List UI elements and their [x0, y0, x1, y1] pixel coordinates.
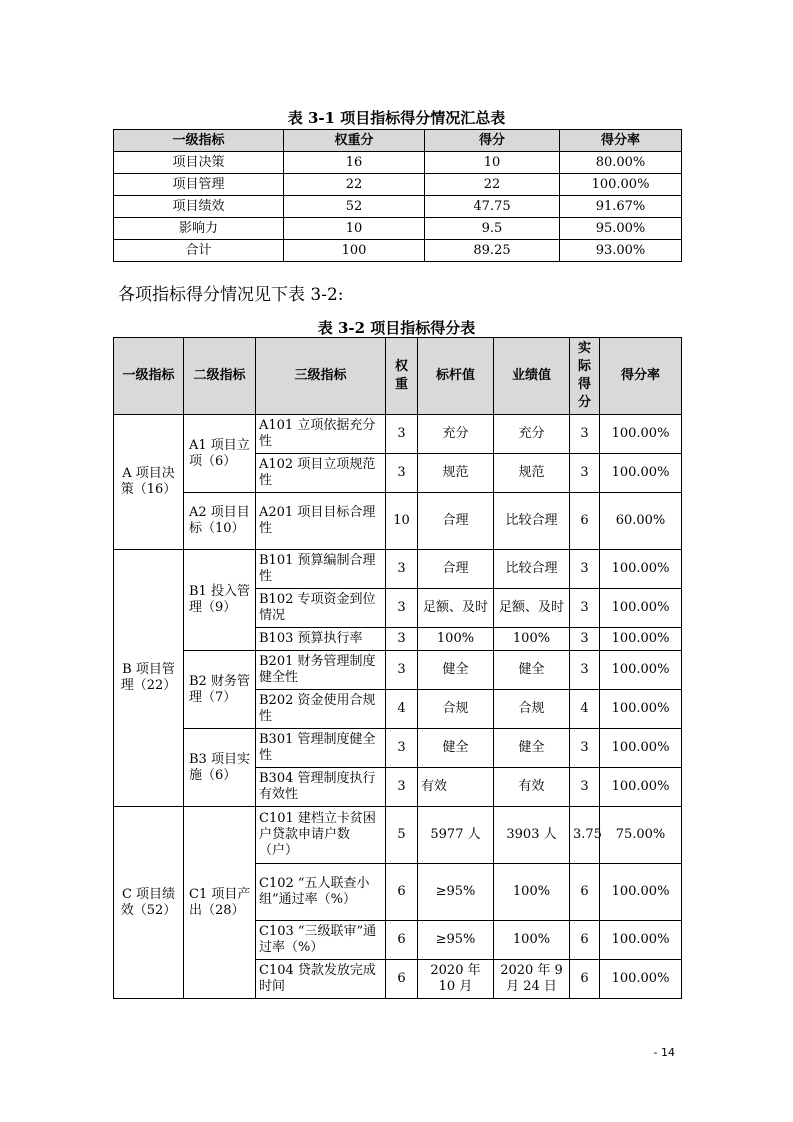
level3-cell: B202 资金使用合规性	[256, 690, 386, 729]
weight-cell: 3	[386, 454, 418, 493]
weight-cell: 3	[386, 415, 418, 454]
level3-cell: A101 立项依据充分性	[256, 415, 386, 454]
actual-cell: 健全	[494, 651, 570, 690]
table-row	[114, 651, 682, 690]
cell: 100	[284, 240, 425, 262]
cell: 项目管理	[114, 174, 284, 196]
actual-cell: 有效	[494, 768, 570, 807]
header-actual: 业绩值	[494, 338, 570, 415]
score-cell: 3.75	[570, 807, 600, 864]
rate-cell: 75.00%	[600, 807, 682, 864]
rate-cell: 100.00%	[600, 415, 682, 454]
rate-cell: 100.00%	[600, 768, 682, 807]
cell: 影响力	[114, 218, 284, 240]
weight-cell: 3	[386, 550, 418, 589]
table2-caption: 表 3-2 项目指标得分表	[317, 319, 476, 337]
cell: 95.00%	[560, 218, 682, 240]
benchmark-cell: 2020 年 10 月	[418, 960, 494, 999]
level3-cell: C101 建档立卡贫困户贷款申请户数（户）	[256, 807, 386, 864]
score-cell: 3	[570, 454, 600, 493]
header-benchmark: 标杆值	[418, 338, 494, 415]
score-cell: 6	[570, 960, 600, 999]
rate-cell: 100.00%	[600, 454, 682, 493]
level3-cell: A201 项目目标合理性	[256, 493, 386, 550]
rate-cell: 100.00%	[600, 729, 682, 768]
rate-cell: 100.00%	[600, 651, 682, 690]
score-cell: 6	[570, 493, 600, 550]
score-cell: 3	[570, 589, 600, 628]
cell: 93.00%	[560, 240, 682, 262]
benchmark-cell: ≥95%	[418, 864, 494, 921]
actual-cell: 健全	[494, 729, 570, 768]
table-row	[114, 415, 682, 454]
score-cell: 6	[570, 864, 600, 921]
benchmark-cell: 足额、及时	[418, 589, 494, 628]
level3-cell: B304 管理制度执行有效性	[256, 768, 386, 807]
rate-cell: 100.00%	[600, 550, 682, 589]
score-cell: 3	[570, 415, 600, 454]
table-row	[114, 196, 682, 218]
level1-cell: C 项目绩效（52）	[114, 807, 184, 999]
table-header-row	[114, 130, 682, 152]
intro-paragraph: 各项指标得分情况见下表 3-2:	[118, 285, 344, 305]
cell: 10	[425, 152, 560, 174]
score-table	[113, 337, 682, 999]
score-cell: 3	[570, 768, 600, 807]
benchmark-cell: 有效	[418, 768, 494, 807]
benchmark-cell: 合理	[418, 493, 494, 550]
page-number: - 14	[653, 1046, 675, 1059]
score-cell: 3	[570, 628, 600, 651]
cell: 22	[425, 174, 560, 196]
actual-cell: 100%	[494, 921, 570, 960]
weight-cell: 3	[386, 768, 418, 807]
benchmark-cell: 合理	[418, 550, 494, 589]
table-header-row	[114, 338, 682, 415]
cell: 10	[284, 218, 425, 240]
score-cell: 6	[570, 921, 600, 960]
weight-cell: 3	[386, 729, 418, 768]
table-row	[114, 240, 682, 262]
rate-cell: 100.00%	[600, 864, 682, 921]
cell: 47.75	[425, 196, 560, 218]
header-weight: 权重	[386, 338, 418, 415]
level3-cell: B102 专项资金到位情况	[256, 589, 386, 628]
actual-cell: 100%	[494, 628, 570, 651]
actual-cell: 比较合理	[494, 550, 570, 589]
score-cell: 4	[570, 690, 600, 729]
cell: 22	[284, 174, 425, 196]
score-cell: 3	[570, 729, 600, 768]
rate-cell: 100.00%	[600, 628, 682, 651]
rate-cell: 60.00%	[600, 493, 682, 550]
benchmark-cell: 5977 人	[418, 807, 494, 864]
level2-cell: A1 项目立项（6）	[184, 415, 256, 493]
rate-cell: 100.00%	[600, 690, 682, 729]
summary-table	[113, 129, 682, 262]
table-row	[114, 550, 682, 589]
cell: 16	[284, 152, 425, 174]
table-row	[114, 729, 682, 768]
header-level1: 一级指标	[114, 130, 284, 152]
cell: 项目绩效	[114, 196, 284, 218]
actual-cell: 合规	[494, 690, 570, 729]
benchmark-cell: ≥95%	[418, 921, 494, 960]
weight-cell: 6	[386, 960, 418, 999]
weight-cell: 6	[386, 864, 418, 921]
cell: 91.67%	[560, 196, 682, 218]
level2-cell: B1 投入管理（9）	[184, 550, 256, 651]
level3-cell: B201 财务管理制度健全性	[256, 651, 386, 690]
actual-cell: 充分	[494, 415, 570, 454]
table1-caption: 表 3-1 项目指标得分情况汇总表	[287, 109, 506, 127]
header-rate: 得分率	[600, 338, 682, 415]
weight-cell: 3	[386, 628, 418, 651]
actual-cell: 规范	[494, 454, 570, 493]
rate-cell: 100.00%	[600, 921, 682, 960]
benchmark-cell: 健全	[418, 729, 494, 768]
level3-cell: C102 “五人联查小组”通过率（%）	[256, 864, 386, 921]
table-row	[114, 152, 682, 174]
benchmark-cell: 健全	[418, 651, 494, 690]
level2-cell: A2 项目目标（10）	[184, 493, 256, 550]
level3-cell: B301 管理制度健全性	[256, 729, 386, 768]
cell: 52	[284, 196, 425, 218]
table-row	[114, 174, 682, 196]
actual-cell: 3903 人	[494, 807, 570, 864]
level3-cell: C103 “三级联审”通过率（%）	[256, 921, 386, 960]
level2-cell: B3 项目实施（6）	[184, 729, 256, 807]
level1-cell: A 项目决策（16）	[114, 415, 184, 550]
header-rate: 得分率	[560, 130, 682, 152]
level3-cell: A102 项目立项规范性	[256, 454, 386, 493]
rate-cell: 100.00%	[600, 589, 682, 628]
actual-cell: 比较合理	[494, 493, 570, 550]
header-level3: 三级指标	[256, 338, 386, 415]
cell: 100.00%	[560, 174, 682, 196]
weight-cell: 5	[386, 807, 418, 864]
actual-cell: 足额、及时	[494, 589, 570, 628]
score-cell: 3	[570, 550, 600, 589]
weight-cell: 10	[386, 493, 418, 550]
benchmark-cell: 合规	[418, 690, 494, 729]
cell: 项目决策	[114, 152, 284, 174]
rate-cell: 100.00%	[600, 960, 682, 999]
header-actual-score: 实际得分	[570, 338, 600, 415]
level3-cell: B101 预算编制合理性	[256, 550, 386, 589]
actual-cell: 2020 年 9 月 24 日	[494, 960, 570, 999]
level1-cell: B 项目管理（22）	[114, 550, 184, 807]
benchmark-cell: 规范	[418, 454, 494, 493]
benchmark-cell: 100%	[418, 628, 494, 651]
cell: 80.00%	[560, 152, 682, 174]
header-score: 得分	[425, 130, 560, 152]
table-row	[114, 493, 682, 550]
actual-cell: 100%	[494, 864, 570, 921]
level2-cell: B2 财务管理（7）	[184, 651, 256, 729]
header-level1: 一级指标	[114, 338, 184, 415]
level3-cell: B103 预算执行率	[256, 628, 386, 651]
weight-cell: 6	[386, 921, 418, 960]
level3-cell: C104 贷款发放完成时间	[256, 960, 386, 999]
weight-cell: 4	[386, 690, 418, 729]
table-row	[114, 807, 682, 864]
score-cell: 3	[570, 651, 600, 690]
cell: 9.5	[425, 218, 560, 240]
cell: 合计	[114, 240, 284, 262]
benchmark-cell: 充分	[418, 415, 494, 454]
header-level2: 二级指标	[184, 338, 256, 415]
weight-cell: 3	[386, 651, 418, 690]
level2-cell: C1 项目产出（28）	[184, 807, 256, 999]
cell: 89.25	[425, 240, 560, 262]
header-weight: 权重分	[284, 130, 425, 152]
weight-cell: 3	[386, 589, 418, 628]
table-row	[114, 218, 682, 240]
